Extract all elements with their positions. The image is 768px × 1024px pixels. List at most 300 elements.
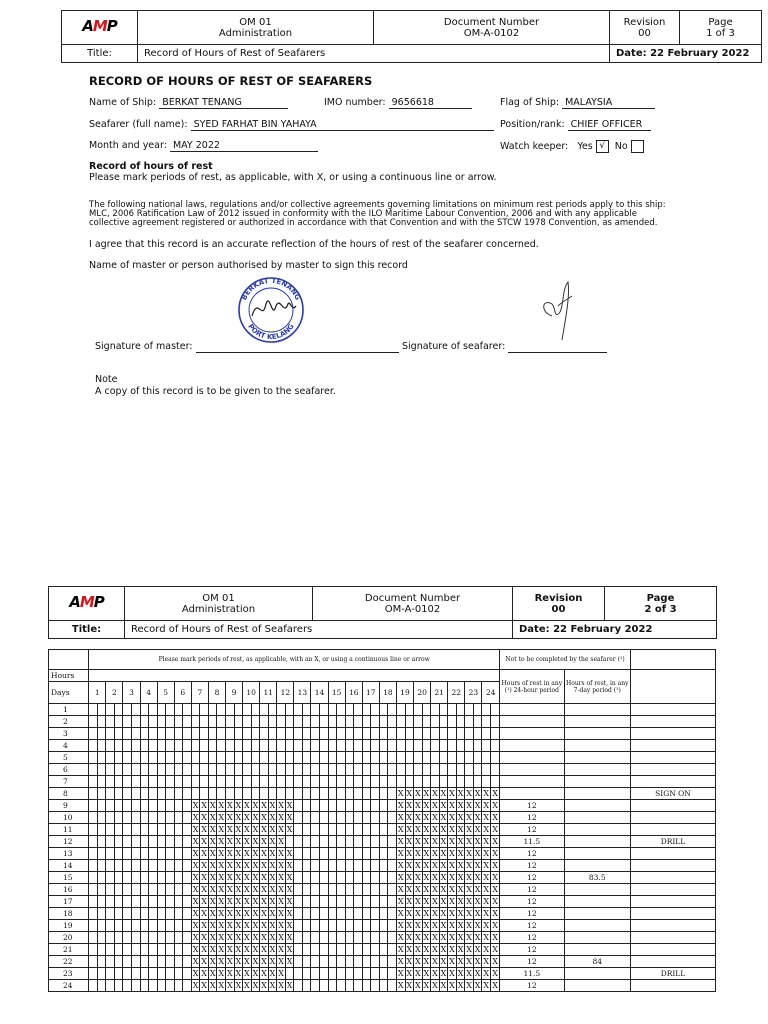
rest-cell[interactable]	[414, 704, 423, 716]
rest-mark[interactable]: X	[286, 896, 293, 906]
rest-mark[interactable]: X	[440, 896, 447, 906]
rest-cell[interactable]	[106, 920, 115, 932]
rest-mark[interactable]: X	[192, 860, 199, 870]
rest-cell[interactable]	[89, 824, 98, 836]
rest-cell[interactable]	[234, 788, 243, 800]
rest-cell[interactable]	[106, 800, 115, 812]
rest-cell[interactable]	[277, 704, 286, 716]
rest-mark[interactable]: X	[406, 968, 413, 978]
rest-cell[interactable]	[183, 956, 192, 968]
rest-mark[interactable]: X	[235, 884, 242, 894]
rest-cell[interactable]	[89, 896, 98, 908]
rest-cell[interactable]	[354, 764, 363, 776]
rest-mark[interactable]: X	[474, 824, 481, 834]
rest-mark[interactable]: X	[252, 824, 259, 834]
rest-mark[interactable]: X	[218, 800, 225, 810]
rest-cell[interactable]	[114, 932, 123, 944]
rest-cell[interactable]	[302, 716, 311, 728]
rest-cell[interactable]	[439, 764, 448, 776]
rest-mark[interactable]: X	[278, 824, 284, 834]
rest-mark[interactable]: X	[226, 920, 233, 930]
rest-cell[interactable]	[89, 740, 98, 752]
rest-cell[interactable]	[285, 968, 294, 980]
rest-cell[interactable]	[345, 908, 354, 920]
rest-mark[interactable]: X	[474, 932, 481, 942]
rest-mark[interactable]: X	[269, 956, 276, 966]
rest-cell[interactable]	[320, 728, 329, 740]
rest-mark[interactable]: X	[226, 968, 233, 978]
rest-mark[interactable]: X	[423, 788, 430, 798]
rest-cell[interactable]	[337, 884, 346, 896]
rest-mark[interactable]: X	[244, 920, 250, 930]
rest-cell[interactable]	[294, 836, 303, 848]
rest-cell[interactable]	[302, 980, 311, 992]
rest-mark[interactable]: X	[192, 896, 199, 906]
rest-cell[interactable]	[123, 800, 132, 812]
rest-cell[interactable]	[268, 776, 277, 788]
rest-cell[interactable]	[97, 776, 106, 788]
rest-mark[interactable]: X	[440, 788, 447, 798]
rest-cell[interactable]	[345, 896, 354, 908]
rest-cell[interactable]	[217, 788, 226, 800]
rest-cell[interactable]	[422, 740, 431, 752]
rest-mark[interactable]: X	[449, 788, 455, 798]
rest-cell[interactable]	[388, 704, 397, 716]
rest-cell[interactable]	[294, 884, 303, 896]
rest-mark[interactable]: X	[269, 968, 276, 978]
rest-cell[interactable]	[106, 836, 115, 848]
rest-cell[interactable]	[106, 968, 115, 980]
rest-cell[interactable]	[379, 752, 388, 764]
rest-cell[interactable]	[362, 848, 371, 860]
rest-cell[interactable]	[114, 788, 123, 800]
rest-cell[interactable]	[166, 764, 175, 776]
rest-cell[interactable]	[345, 728, 354, 740]
rest-cell[interactable]	[132, 824, 141, 836]
rest-cell[interactable]	[328, 968, 337, 980]
rest-cell[interactable]	[362, 920, 371, 932]
rest-cell[interactable]	[320, 812, 329, 824]
rest-cell[interactable]	[166, 944, 175, 956]
rest-cell[interactable]	[106, 944, 115, 956]
rest-cell[interactable]	[371, 836, 380, 848]
rest-cell[interactable]	[123, 956, 132, 968]
rest-mark[interactable]: X	[244, 824, 250, 834]
rest-cell[interactable]	[294, 776, 303, 788]
rest-mark[interactable]: X	[286, 908, 293, 918]
rest-cell[interactable]	[379, 956, 388, 968]
rest-cell[interactable]	[97, 920, 106, 932]
rest-mark[interactable]: X	[286, 824, 293, 834]
rest-mark[interactable]: X	[449, 908, 455, 918]
rest-mark[interactable]: X	[457, 896, 464, 906]
rest-mark[interactable]: X	[397, 944, 404, 954]
rest-cell[interactable]	[140, 764, 149, 776]
rest-cell[interactable]	[89, 968, 98, 980]
rest-cell[interactable]	[97, 896, 106, 908]
rest-cell[interactable]	[311, 896, 320, 908]
rest-cell[interactable]	[149, 800, 158, 812]
rest-mark[interactable]: X	[397, 836, 404, 846]
rest-cell[interactable]	[166, 908, 175, 920]
rest-cell[interactable]	[354, 788, 363, 800]
rest-cell[interactable]	[123, 704, 132, 716]
rest-cell[interactable]	[132, 848, 141, 860]
rest-mark[interactable]: X	[440, 944, 447, 954]
rest-cell[interactable]	[311, 956, 320, 968]
rest-mark[interactable]: X	[226, 896, 233, 906]
rest-mark[interactable]: X	[492, 884, 498, 894]
rest-cell[interactable]	[328, 740, 337, 752]
rest-cell[interactable]	[234, 740, 243, 752]
rest-cell[interactable]	[388, 728, 397, 740]
rest-cell[interactable]	[260, 704, 269, 716]
rest-mark[interactable]: X	[226, 908, 233, 918]
rest-cell[interactable]	[243, 740, 252, 752]
rest-cell[interactable]	[226, 764, 235, 776]
rest-mark[interactable]: X	[474, 908, 481, 918]
rest-mark[interactable]: X	[209, 848, 216, 858]
rest-mark[interactable]: X	[201, 848, 207, 858]
rest-cell[interactable]	[157, 740, 166, 752]
rest-cell[interactable]	[140, 968, 149, 980]
rest-cell[interactable]	[123, 896, 132, 908]
rest-mark[interactable]: X	[449, 980, 455, 990]
rest-cell[interactable]	[311, 908, 320, 920]
rest-mark[interactable]: X	[244, 968, 250, 978]
rest-cell[interactable]	[337, 836, 346, 848]
rest-cell[interactable]	[157, 908, 166, 920]
rest-mark[interactable]: X	[269, 824, 276, 834]
rest-cell[interactable]	[183, 968, 192, 980]
rest-mark[interactable]: X	[269, 860, 276, 870]
rest-cell[interactable]	[89, 980, 98, 992]
rest-mark[interactable]: X	[397, 872, 404, 882]
rest-cell[interactable]	[114, 956, 123, 968]
rest-cell[interactable]	[388, 908, 397, 920]
rest-cell[interactable]	[97, 716, 106, 728]
rest-mark[interactable]: X	[244, 884, 250, 894]
rest-cell[interactable]	[362, 800, 371, 812]
rest-cell[interactable]	[157, 944, 166, 956]
rest-cell[interactable]	[149, 824, 158, 836]
rest-cell[interactable]	[345, 932, 354, 944]
rest-cell[interactable]	[388, 776, 397, 788]
rest-cell[interactable]	[217, 728, 226, 740]
rest-cell[interactable]	[311, 728, 320, 740]
rest-cell[interactable]	[379, 884, 388, 896]
rest-mark[interactable]: X	[286, 872, 293, 882]
rest-cell[interactable]	[106, 752, 115, 764]
rest-mark[interactable]: X	[226, 980, 233, 990]
rest-cell[interactable]	[166, 812, 175, 824]
rest-cell[interactable]	[431, 776, 440, 788]
rest-mark[interactable]: X	[235, 860, 242, 870]
rest-mark[interactable]: X	[432, 884, 438, 894]
rest-mark[interactable]: X	[286, 944, 293, 954]
rest-mark[interactable]: X	[466, 980, 472, 990]
rest-cell[interactable]	[114, 764, 123, 776]
rest-cell[interactable]	[106, 716, 115, 728]
rest-cell[interactable]	[294, 956, 303, 968]
rest-mark[interactable]: X	[218, 896, 225, 906]
rest-cell[interactable]	[183, 848, 192, 860]
rest-mark[interactable]: X	[397, 800, 404, 810]
rest-mark[interactable]: X	[269, 884, 276, 894]
rest-mark[interactable]: X	[449, 968, 455, 978]
rest-cell[interactable]	[183, 932, 192, 944]
rest-mark[interactable]: X	[432, 872, 438, 882]
rest-mark[interactable]: X	[474, 860, 481, 870]
rest-cell[interactable]	[379, 908, 388, 920]
rest-cell[interactable]	[362, 884, 371, 896]
rest-mark[interactable]: X	[449, 848, 455, 858]
rest-mark[interactable]: X	[209, 932, 216, 942]
rest-cell[interactable]	[465, 704, 474, 716]
rest-cell[interactable]	[114, 980, 123, 992]
rest-cell[interactable]	[166, 860, 175, 872]
rest-mark[interactable]: X	[423, 860, 430, 870]
rest-cell[interactable]	[465, 728, 474, 740]
rest-cell[interactable]	[123, 716, 132, 728]
rest-cell[interactable]	[439, 752, 448, 764]
rest-cell[interactable]	[174, 776, 183, 788]
rest-cell[interactable]	[396, 716, 405, 728]
rest-mark[interactable]: X	[261, 860, 267, 870]
rest-cell[interactable]	[354, 884, 363, 896]
rest-cell[interactable]	[260, 776, 269, 788]
rest-mark[interactable]: X	[269, 800, 276, 810]
rest-cell[interactable]	[166, 728, 175, 740]
rest-mark[interactable]: X	[457, 836, 464, 846]
rest-cell[interactable]	[465, 740, 474, 752]
rest-mark[interactable]: X	[235, 800, 242, 810]
rest-mark[interactable]: X	[406, 812, 413, 822]
rest-cell[interactable]	[294, 752, 303, 764]
rest-cell[interactable]	[379, 788, 388, 800]
rest-cell[interactable]	[157, 872, 166, 884]
rest-cell[interactable]	[294, 980, 303, 992]
rest-mark[interactable]: X	[474, 896, 481, 906]
rest-cell[interactable]	[106, 848, 115, 860]
rest-cell[interactable]	[302, 740, 311, 752]
rest-cell[interactable]	[337, 728, 346, 740]
rest-cell[interactable]	[328, 776, 337, 788]
rest-cell[interactable]	[260, 740, 269, 752]
rest-cell[interactable]	[97, 980, 106, 992]
rest-cell[interactable]	[345, 860, 354, 872]
rest-cell[interactable]	[414, 752, 423, 764]
rest-mark[interactable]: X	[235, 896, 242, 906]
rest-mark[interactable]: X	[235, 932, 242, 942]
rest-cell[interactable]	[302, 884, 311, 896]
rest-cell[interactable]	[277, 740, 286, 752]
rest-cell[interactable]	[140, 956, 149, 968]
rest-cell[interactable]	[439, 704, 448, 716]
rest-cell[interactable]	[200, 776, 209, 788]
rest-mark[interactable]: X	[261, 884, 267, 894]
rest-cell[interactable]	[405, 704, 414, 716]
rest-mark[interactable]: X	[483, 908, 490, 918]
rest-cell[interactable]	[465, 752, 474, 764]
rest-cell[interactable]	[97, 956, 106, 968]
rest-cell[interactable]	[294, 968, 303, 980]
rest-cell[interactable]	[285, 776, 294, 788]
rest-cell[interactable]	[132, 800, 141, 812]
rest-cell[interactable]	[396, 764, 405, 776]
rest-mark[interactable]: X	[449, 836, 455, 846]
rest-cell[interactable]	[149, 836, 158, 848]
rest-cell[interactable]	[320, 800, 329, 812]
rest-cell[interactable]	[362, 968, 371, 980]
rest-mark[interactable]: X	[466, 968, 472, 978]
rest-cell[interactable]	[362, 908, 371, 920]
rest-cell[interactable]	[97, 752, 106, 764]
rest-cell[interactable]	[97, 872, 106, 884]
rest-cell[interactable]	[97, 884, 106, 896]
rest-cell[interactable]	[157, 848, 166, 860]
rest-mark[interactable]: X	[261, 896, 267, 906]
rest-mark[interactable]: X	[244, 848, 250, 858]
rest-cell[interactable]	[354, 920, 363, 932]
rest-mark[interactable]: X	[432, 800, 438, 810]
rest-cell[interactable]	[371, 884, 380, 896]
rest-mark[interactable]: X	[457, 956, 464, 966]
rest-cell[interactable]	[106, 980, 115, 992]
rest-cell[interactable]	[140, 728, 149, 740]
rest-cell[interactable]	[337, 824, 346, 836]
rest-cell[interactable]	[149, 956, 158, 968]
rest-mark[interactable]: X	[440, 824, 447, 834]
rest-cell[interactable]	[448, 740, 457, 752]
rest-mark[interactable]: X	[201, 920, 207, 930]
rest-cell[interactable]	[337, 956, 346, 968]
rest-cell[interactable]	[320, 968, 329, 980]
rest-cell[interactable]	[166, 968, 175, 980]
rest-mark[interactable]: X	[244, 836, 250, 846]
rest-cell[interactable]	[362, 716, 371, 728]
rest-cell[interactable]	[320, 872, 329, 884]
rest-mark[interactable]: X	[209, 872, 216, 882]
rest-mark[interactable]: X	[209, 896, 216, 906]
rest-cell[interactable]	[396, 704, 405, 716]
rest-cell[interactable]	[328, 716, 337, 728]
rest-mark[interactable]: X	[492, 860, 498, 870]
rest-mark[interactable]: X	[244, 980, 250, 990]
rest-mark[interactable]: X	[278, 848, 284, 858]
rest-mark[interactable]: X	[192, 908, 199, 918]
rest-cell[interactable]	[388, 752, 397, 764]
rest-mark[interactable]: X	[423, 836, 430, 846]
rest-cell[interactable]	[362, 728, 371, 740]
rest-cell[interactable]	[106, 728, 115, 740]
rest-cell[interactable]	[183, 812, 192, 824]
rest-cell[interactable]	[114, 860, 123, 872]
rest-cell[interactable]	[294, 800, 303, 812]
rest-mark[interactable]: X	[406, 956, 413, 966]
rest-cell[interactable]	[354, 980, 363, 992]
rest-mark[interactable]: X	[492, 848, 498, 858]
rest-cell[interactable]	[174, 812, 183, 824]
rest-cell[interactable]	[183, 824, 192, 836]
rest-mark[interactable]: X	[432, 920, 438, 930]
rest-cell[interactable]	[405, 764, 414, 776]
rest-mark[interactable]: X	[226, 848, 233, 858]
rest-mark[interactable]: X	[226, 860, 233, 870]
rest-cell[interactable]	[140, 860, 149, 872]
rest-mark[interactable]: X	[226, 884, 233, 894]
rest-cell[interactable]	[328, 812, 337, 824]
rest-cell[interactable]	[191, 728, 200, 740]
rest-cell[interactable]	[473, 704, 482, 716]
rest-mark[interactable]: X	[261, 980, 267, 990]
rest-cell[interactable]	[362, 752, 371, 764]
rest-cell[interactable]	[371, 812, 380, 824]
rest-cell[interactable]	[337, 932, 346, 944]
rest-mark[interactable]: X	[492, 800, 498, 810]
rest-cell[interactable]	[337, 920, 346, 932]
rest-mark[interactable]: X	[269, 836, 276, 846]
rest-cell[interactable]	[243, 776, 252, 788]
rest-cell[interactable]	[388, 896, 397, 908]
rest-mark[interactable]: X	[406, 872, 413, 882]
rest-mark[interactable]: X	[261, 848, 267, 858]
rest-cell[interactable]	[337, 968, 346, 980]
rest-mark[interactable]: X	[218, 812, 225, 822]
rest-mark[interactable]: X	[278, 800, 284, 810]
rest-mark[interactable]: X	[235, 968, 242, 978]
rest-cell[interactable]	[89, 776, 98, 788]
rest-cell[interactable]	[174, 968, 183, 980]
rest-cell[interactable]	[226, 728, 235, 740]
rest-mark[interactable]: X	[218, 980, 225, 990]
rest-cell[interactable]	[234, 716, 243, 728]
rest-cell[interactable]	[166, 752, 175, 764]
rest-cell[interactable]	[174, 896, 183, 908]
rest-cell[interactable]	[140, 824, 149, 836]
rest-cell[interactable]	[456, 776, 465, 788]
rest-mark[interactable]: X	[269, 848, 276, 858]
rest-cell[interactable]	[132, 836, 141, 848]
rest-mark[interactable]: X	[252, 884, 259, 894]
rest-mark[interactable]: X	[252, 836, 259, 846]
rest-cell[interactable]	[345, 980, 354, 992]
rest-mark[interactable]: X	[226, 824, 233, 834]
rest-mark[interactable]: X	[235, 920, 242, 930]
rest-cell[interactable]	[371, 764, 380, 776]
rest-cell[interactable]	[140, 848, 149, 860]
rest-mark[interactable]: X	[244, 872, 250, 882]
rest-mark[interactable]: X	[286, 800, 293, 810]
rest-mark[interactable]: X	[466, 944, 472, 954]
rest-mark[interactable]: X	[466, 908, 472, 918]
rest-mark[interactable]: X	[278, 872, 284, 882]
rest-mark[interactable]: X	[235, 872, 242, 882]
rest-mark[interactable]: X	[244, 812, 250, 822]
rest-cell[interactable]	[431, 704, 440, 716]
rest-cell[interactable]	[320, 944, 329, 956]
rest-cell[interactable]	[217, 716, 226, 728]
rest-cell[interactable]	[482, 704, 491, 716]
rest-cell[interactable]	[371, 956, 380, 968]
rest-mark[interactable]: X	[492, 896, 498, 906]
rest-cell[interactable]	[114, 704, 123, 716]
rest-mark[interactable]: X	[440, 836, 447, 846]
rest-cell[interactable]	[320, 920, 329, 932]
rest-mark[interactable]: X	[440, 860, 447, 870]
rest-cell[interactable]	[140, 980, 149, 992]
rest-cell[interactable]	[157, 824, 166, 836]
